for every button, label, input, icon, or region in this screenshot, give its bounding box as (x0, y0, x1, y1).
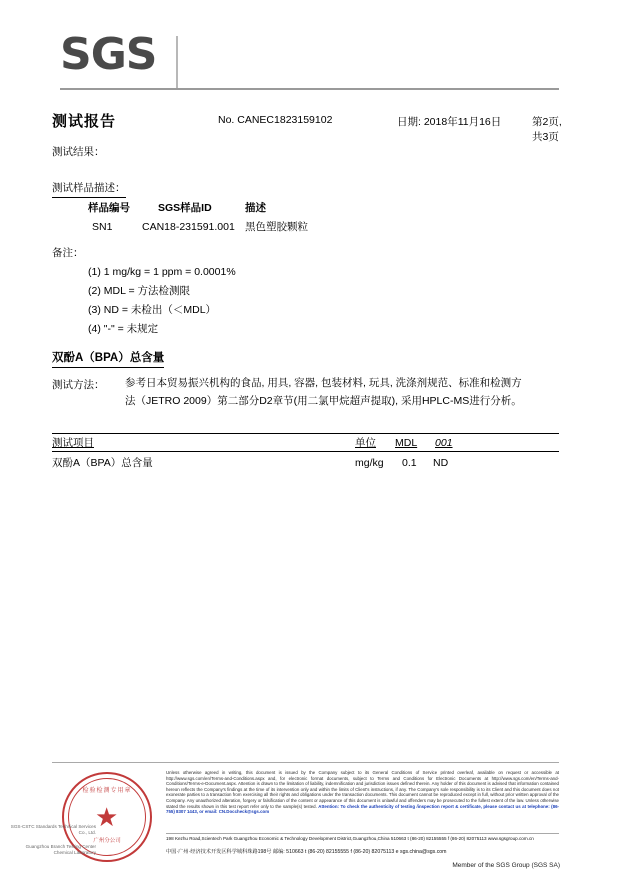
results-table-top-rule (52, 433, 559, 434)
results-header-item: 测试项目 (52, 437, 94, 449)
remark-item-2: (2) MDL = 方法检测限 (88, 285, 190, 297)
method-line-2: 法（JETRO 2009）第二部分D2章节(用二氯甲烷超声提取), 采用HPLC-MS进行分析。 (125, 395, 522, 407)
method-line-1: 参考日本贸易振兴机构的食品, 用具, 容器, 包装材料, 玩具, 洗涤剂规范、标准和检测方 (125, 377, 522, 389)
legal-body-text: Unless otherwise agreed in writing, this document is issued by the Company subject to its General Conditions of Service printed overleaf, available on request or accessible at http://www.sgs.com/en/Terms-and-Conditions.aspx and, for electronic format documents, subject to Terms and Conditions for Electronic Documents at http://www.sgs.com/en/Terms-and-Conditions/Terms-e-Document.aspx. Attention is drawn to the limitation of liability, indemnification and jurisdiction issues defined therein. Any holder of this document is advised that information contained hereon reflects the Company's findings at the time of its intervention only and within the limits of Client's instructions, if any. The Company's sole responsibility is to its Client and this document does not exonerate parties to a transaction from exercising all their rights and obligations under the transaction documents. This document cannot be reproduced except in full, without prior written approval of the Company. Any unauthorized alteration, forgery or falsification of the content or appearance of this document is unlawful and offenders may be prosecuted to the fullest extent of the law. Unless otherwise stated the results shown in this test report refer only to the sample(s) tested. (166, 770, 559, 809)
page-title: 测试报告 (52, 113, 117, 130)
company-seal-stamp (10, 772, 154, 864)
page-number: 第2页,共3页 (532, 116, 562, 143)
results-cell-sample-001: ND (433, 457, 449, 469)
remark-item-3: (3) ND = 未检出（＜MDL） (88, 304, 217, 316)
report-date: 日期: 2018年11月16日 (397, 116, 502, 128)
sgs-logo-text: SGS (60, 29, 157, 80)
sample-table-header-no: 样品编号 (88, 202, 130, 214)
sample-table-cell-no: SN1 (92, 221, 113, 233)
results-cell-mdl: 0.1 (402, 457, 417, 469)
results-header-unit: 单位 (355, 437, 376, 449)
results-header-mdl: MDL (395, 437, 418, 449)
sgs-logo (60, 29, 180, 88)
results-table-mid-rule (52, 451, 559, 452)
address-english: 198 Kezhu Road,Scientech Park Guangzhou Economic & Technology Development District,Guangzhou,China 510663 t (86-20) 82155555 f (86-20) 82075113 www.sgsgroup.com.cn (166, 836, 534, 841)
remark-item-1: (1) 1 mg/kg = 1 ppm = 0.0001% (88, 266, 236, 278)
results-cell-unit: mg/kg (355, 457, 384, 469)
footer-rule (52, 762, 559, 763)
sample-table-header-id: SGS样品ID (158, 202, 212, 214)
logo-divider (176, 36, 178, 88)
sample-table-cell-id: CAN18-231591.001 (142, 221, 235, 233)
method-label: 测试方法： (52, 379, 105, 391)
sample-table-header-desc: 描述 (245, 202, 266, 214)
star-icon: ★ (95, 802, 119, 832)
section-title-bpa: 双酚A（BPA）总含量 (52, 350, 164, 368)
address-rule (166, 833, 559, 834)
remark-item-4: (4) "-" = 未规定 (88, 323, 159, 335)
results-cell-item: 双酚A（BPA）总含量 (52, 457, 153, 469)
sample-table-cell-desc: 黑色塑胶颗粒 (245, 221, 308, 233)
title-row (52, 110, 562, 143)
header-rule (60, 88, 559, 90)
seal-label-en-1: SGS-CSTC Standards Technical Services Co., Ltd. (10, 824, 96, 835)
seal-bottom-text: 广州分公司 (93, 838, 121, 844)
member-of-sgs-group: Member of the SGS Group (SGS SA) (452, 862, 560, 869)
legal-disclaimer (166, 770, 559, 815)
remarks-label: 备注： (52, 247, 84, 259)
seal-top-text: 检验检测专用章 (82, 788, 132, 794)
sample-description-heading: 测试样品描述： (52, 180, 126, 198)
report-number: No. CANEC1823159102 (218, 114, 333, 126)
results-label: 测试结果： (52, 146, 105, 158)
results-header-sample-001: 001 (435, 437, 453, 449)
address-chinese: 中国·广州·经济技术开发区科学城科珠路198号 邮编: 510663 t (86-20) 82155555 f (86-20) 82075113 e sgs.china@sgs.com (166, 849, 447, 855)
legal-attention-text: Attention: To check the authenticity of testing /inspection report & certificate, please contact us at telephone: (86-755) 8307 1443, or email: CN.Doccheck@sgs.com (166, 803, 559, 815)
seal-label-en-2: Guangzhou Branch Testing Center Chemical Laboratory (25, 844, 96, 855)
